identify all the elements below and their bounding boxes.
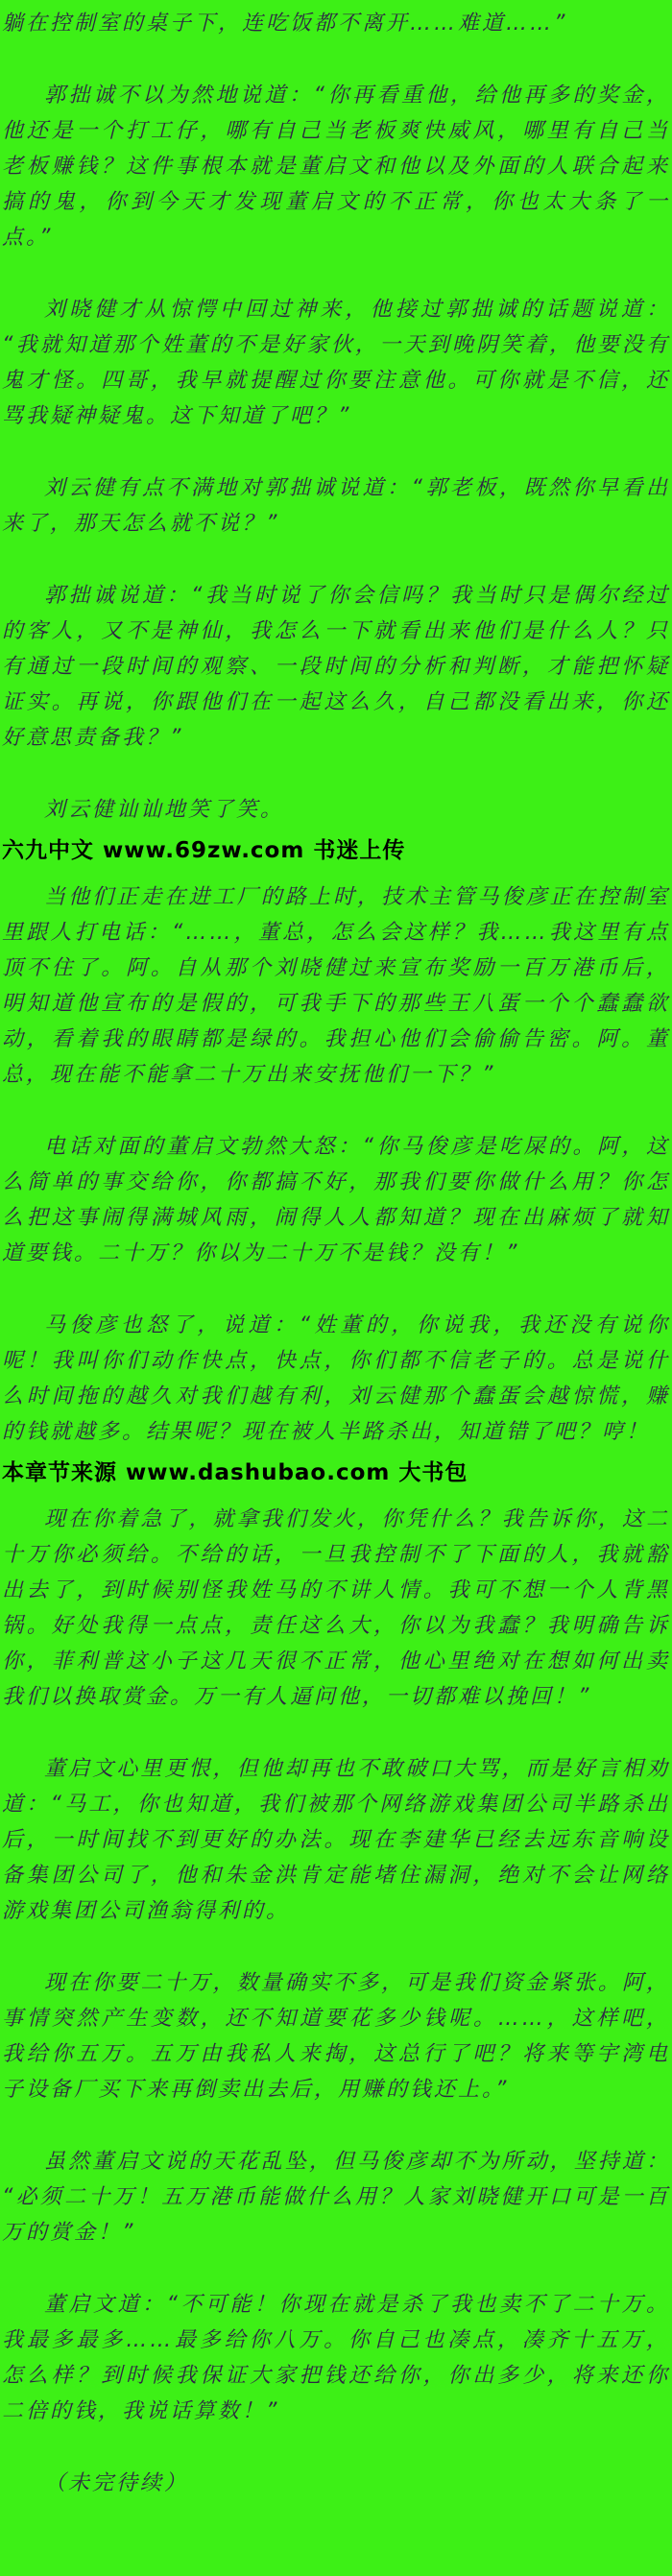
paragraph: 刘晓健才从惊愕中回过神来，他接过郭拙诚的话题说道：“我就知道那个姓董的不是好家伙，一天到晚阴笑着，他要没有鬼才怪。四哥，我早就提醒过你要注意他。可你就是不信，还骂我疑神疑鬼。这下知道了吧？” (2, 298, 670, 428)
paragraph: 郭拙诚说道：“我当时说了你会信吗？我当时只是偶尔经过的客人，又不是神仙，我怎么一下就看出来他们是什么人？只有通过一段时间的观察、一段时间的分析和判断，才能把怀疑证实。再说，你跟他们在一起这么久，自己都没看出来，你还好意思责备我？” (2, 584, 670, 750)
watermark-line-69zw: 六九中文 www.69zw.com 书迷上传 (2, 838, 406, 863)
paragraph: 郭拙诚不以为然地说道：“你再看重他，给他再多的奖金，他还是一个打工仔，哪有自己当老板爽快威风，哪里有自己当老板赚钱？这件事根本就是董启文和他以及外面的人联合起来搞的鬼，你到今天才发现董启文的不正常，你也太大条了一点。” (2, 84, 670, 250)
paragraph: 刘云健讪讪地笑了笑。 (44, 798, 285, 822)
paragraph: 董启文道：“不可能！你现在就是杀了我也卖不了二十万。我最多最多……最多给你八万。你自己也凑点，凑齐十五万，怎么样？到时候我保证大家把钱还给你，你出多少，将来还你二倍的钱，我说话算数！” (2, 2293, 670, 2423)
paragraph: 马俊彦也怒了，说道：“姓董的，你说我，我还没有说你呢！我叫你们动作快点，快点，你们都不信老子的。总是说什么时间拖的越久对我们越有利，刘云健那个蠢蛋会越惊慌，赚的钱就越多。结果呢？现在被人半路杀出，知道错了吧？哼！ (2, 1313, 670, 1444)
paragraph: 当他们正走在进工厂的路上时，技术主管马俊彦正在控制室里跟人打电话：“……，董总，怎么会这样？我……我这里有点顶不住了。阿。自从那个刘晓健过来宣布奖励一百万港币后，明知道他宣布的是假的，可我手下的那些王八蛋一个个蠢蠢欲动，看着我的眼睛都是绿的。我担心他们会偷偷告密。阿。董总，现在能不能拿二十万出来安抚他们一下？” (2, 885, 670, 1087)
paragraph: 电话对面的董启文勃然大怒：“你马俊彦是吃屎的。阿，这么简单的事交给你，你都搞不好，那我们要你做什么用？你怎么把这事闹得满城风雨，闹得人人都知道？现在出麻烦了就知道要钱。二十万？你以为二十万不是钱？没有！” (2, 1135, 670, 1265)
ending-note: （未完待续） (44, 2471, 189, 2495)
paragraph: 现在你要二十万，数量确实不多，可是我们资金紧张。阿，事情突然产生变数，还不知道要花多少钱呢。……，这样吧，我给你五万。五万由我私人来掏，这总行了吧？将来等宇湾电子设备厂买下来再倒卖出去后，用赚的钱还上。” (2, 1971, 670, 2102)
paragraph: 虽然董启文说的天花乱坠，但马俊彦却不为所动，坚持道：“必须二十万！五万港币能做什么用？人家刘晓健开口可是一百万的赏金！” (2, 2150, 670, 2245)
paragraph: 刘云健有点不满地对郭拙诚说道：“郭老板，既然你早看出来了，那天怎么就不说？” (2, 476, 670, 536)
watermark-line-dashubao: 本章节来源 www.dashubao.com 大书包 (2, 1460, 468, 1485)
paragraph: 现在你着急了，就拿我们发火，你凭什么？我告诉你，这二十万你必须给。不给的话，一旦我控制不了下面的人，我就豁出去了，到时候别怪我姓马的不讲人情。我可不想一个人背黑锅。好处我得一点点，责任这么大，你以为我蠢？我明确告诉你，菲利普这小子这几天很不正常，他心里绝对在想如何出卖我们以换取赏金。万一有人逼问他，一切都难以挽回！” (2, 1507, 670, 1709)
paragraph: 董启文心里更恨，但他却再也不敢破口大骂，而是好言相劝道：“马工，你也知道，我们被那个网络游戏集团公司半路杀出后，一时间找不到更好的办法。现在李建华已经去远东音响设备集团公司了，他和朱金洪肯定能堵住漏洞，绝对不会让网络游戏集团公司渔翁得利的。 (2, 1757, 670, 1923)
paragraph: 躺在控制室的桌子下，连吃饭都不离开……难道……” (2, 12, 568, 36)
